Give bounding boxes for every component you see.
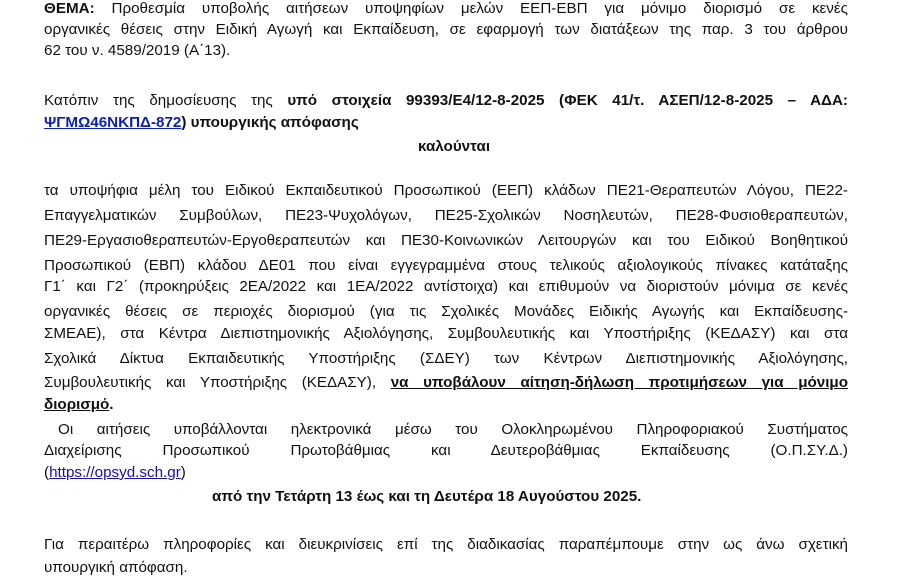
subject-text-1: Προθεσμία υποβολής αιτήσεων υποψηφίων μελών ΕΕΠ-ΕΒΠ για μόνιμο διορισμό σε κενές (111, 0, 848, 17)
submission-line-1: Οι αιτήσεις υποβάλλονται ηλεκτρονικά μέσω του Ολοκληρωμένου Πληροφοριακού Συστήματος (58, 421, 848, 438)
body-line-6: οργανικές θέσεις σε περιοχές διορισμού (για τις Σχολικές Μονάδες Ειδικής Αγωγής και Εκπαίδευσης- (44, 303, 848, 320)
subject-line-2: οργανικές θέσεις στην Ειδική Αγωγή και Εκπαίδευση, σε εφαρμογή των διατάξεων της παρ. 3 του άρθρου (44, 21, 848, 38)
body-emphasis: να υποβάλουν αίτηση-δήλωση προτιμήσεων για μόνιμο (390, 374, 848, 391)
intro-line-1 (44, 91, 848, 113)
body-line-4: Προσωπικού (ΕΒΠ) κλάδου ΔΕ01 που είναι εγγεγραμμένα στους τελικούς αξιολογικούς πίνακες κατάταξης (44, 257, 848, 274)
opsyd-link[interactable]: https://opsyd.sch.gr (49, 464, 181, 481)
subject-line-3: 62 του ν. 4589/2019 (Α΄13). (44, 42, 231, 59)
body-line-8: Σχολικά Δίκτυα Εκπαιδευτικής Υποστήριξης (ΣΔΕΥ) των Κέντρων Διεπιστημονικής Αξιολόγησης, (44, 350, 848, 367)
body-emphasis-end: διορισμό (44, 396, 110, 413)
body-line-7: ΣΜΕΑΕ), στα Κέντρα Διεπιστημονικής Αξιολόγησης, Συμβουλευτικής και Υποστήριξης (ΚΕΔΑΣΥ) και στα (44, 325, 848, 342)
body-line-1: τα υποψήφια μέλη του Ειδικού Εκπαιδευτικού Προσωπικού (ΕΕΠ) κλάδων ΠΕ21-Θεραπευτών Λόγου, ΠΕ22- (44, 182, 848, 199)
body-line-2: Επαγγελματικών Συμβούλων, ΠΕ23-Ψυχολόγων, ΠΕ25-Σχολικών Νοσηλευτών, ΠΕ28-Φυσιοθεραπευτών, (44, 207, 848, 224)
body-period: . (109, 396, 114, 413)
decision-reference: υπό στοιχεία 99393/Ε4/12-8-2025 (ΦΕΚ 41/τ. ΑΣΕΠ/12-8-2025 – ΑΔΑ: (287, 92, 848, 109)
body-line-9 (44, 373, 848, 395)
submission-dates: από την Τετάρτη 13 έως και τη Δευτέρα 18 Αυγούστου 2025. (212, 488, 642, 505)
submission-line-3 (44, 463, 848, 485)
ada-link[interactable]: ΨΓΜΩ46ΝΚΠΔ-872 (44, 114, 182, 131)
url-close-paren: ) (180, 464, 186, 481)
subject-label: ΘΕΜΑ: (44, 0, 95, 17)
submission-line-2: Διαχείρισης Προσωπικού Πρωτοβάθμιας και Δευτεροβάθμιας Εκπαίδευσης (Ο.Π.ΣΥ.Δ.) (44, 442, 848, 459)
body-line-9-text: Συμβουλευτικής και Υποστήριξης (ΚΕΔΑΣΥ), (44, 374, 391, 391)
subject-line-1 (44, 0, 848, 21)
body-line-5: Γ1΄ και Γ2΄ (προκηρύξεις 2ΕΑ/2022 και 1ΕΑ/2022 αντίστοιχα) και επιθυμούν να διοριστούν μόνιμα σε κενές (44, 278, 848, 295)
body-line-3: ΠΕ29-Εργασιοθεραπευτών-Εργοθεραπευτών και ΠΕ30-Κοινωνικών Λειτουργών και του Ειδικού Βοηθητικού (44, 232, 848, 249)
intro-text-2: ) υπουργικής απόφασης (181, 114, 359, 131)
body-line-10 (44, 395, 848, 417)
intro-text: Κατόπιν της δημοσίευσης της (44, 92, 288, 109)
intro-line-2 (44, 113, 848, 135)
url-open-paren: ( (44, 464, 50, 481)
closing-line-2: υπουργική απόφαση. (44, 559, 188, 576)
called-heading: καλούνται (418, 138, 491, 155)
closing-line-1: Για περαιτέρω πληροφορίες και διευκρινίσεις επί της διαδικασίας παραπέμπουμε στην ως άνω σχετική (44, 536, 848, 553)
